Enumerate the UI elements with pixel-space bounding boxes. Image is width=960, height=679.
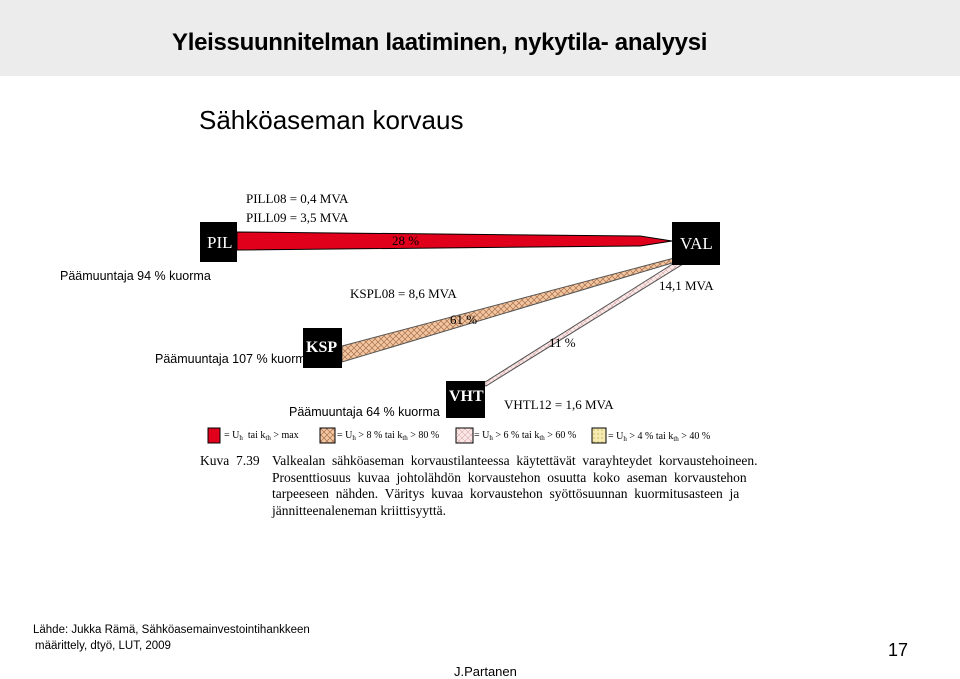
legend-swatch-red bbox=[208, 428, 220, 443]
caption-line-1: Valkealan sähköaseman korvaustilanteessa käytettävät varayhteydet korvaustehoineen. bbox=[272, 453, 758, 468]
source-line-2: määrittely, dtyö, LUT, 2009 bbox=[35, 640, 171, 652]
page-subtitle: Sähköaseman korvaus bbox=[199, 105, 464, 135]
node-pil-label: PIL bbox=[207, 233, 233, 252]
label-ksp-val-pct: 61 % bbox=[450, 312, 478, 327]
page-number: 17 bbox=[888, 640, 909, 660]
legend-swatch-peach bbox=[320, 428, 335, 443]
label-pm-64: Päämuuntaja 64 % kuorma bbox=[289, 405, 440, 419]
legend-swatch-cream bbox=[592, 428, 606, 443]
label-vht-val-pct: 11 % bbox=[549, 335, 576, 350]
caption-line-3: tarpeeseen nähden. Väritys kuvaa korvaustehon syöttösuunnan kuormitusasteen ja bbox=[272, 486, 740, 502]
label-val-mva: 14,1 MVA bbox=[659, 278, 714, 293]
label-pil-val-pct: 28 % bbox=[392, 233, 420, 248]
label-pm-94: Päämuuntaja 94 % kuorma bbox=[60, 269, 211, 283]
page-title: Yleissuunnitelman laatiminen, nykytila- analyysi bbox=[172, 29, 708, 56]
pil-val-arrow bbox=[237, 232, 672, 250]
legend-item-4: = $U_h > 4$ % tai $k_{th} > 40$ % bbox=[608, 431, 711, 443]
label-pill08: PILL08 = 0,4 MVA bbox=[246, 191, 349, 206]
source-line-1: Lähde: Jukka Rämä, Sähköasemainvestointihankkeen bbox=[33, 624, 310, 636]
label-pill09: PILL09 = 3,5 MVA bbox=[246, 210, 349, 225]
legend-item-3: = $U_h > 6$ % tai $k_{th} > 60$ % bbox=[474, 430, 577, 442]
source-citation bbox=[33, 622, 310, 654]
legend-swatch-pink bbox=[456, 428, 473, 443]
ksp-val-band bbox=[342, 257, 678, 362]
node-ksp-label: KSP bbox=[306, 339, 338, 356]
caption-line-2: Prosenttiosuus kuvaa johtolähdön korvaustehon osuutta koko aseman korvaustehon bbox=[272, 469, 747, 485]
node-vht-label: VHT bbox=[449, 388, 484, 405]
label-pm-107: Päämuuntaja 107 % kuorma bbox=[155, 352, 313, 366]
node-val-label: VAL bbox=[680, 234, 713, 253]
legend-item-1: = $U_h$ tai $k_{th} > \max$ bbox=[224, 430, 299, 442]
vht-val-band bbox=[482, 260, 683, 386]
label-kspl08: KSPL08 = 8,6 MVA bbox=[350, 286, 457, 301]
author-name: J.Partanen bbox=[454, 664, 517, 679]
caption-line-4: jännitteenaleneman kriittisyyttä. bbox=[272, 502, 446, 518]
caption-number: Kuva 7.39 bbox=[200, 453, 260, 468]
legend-item-2: = $U_h > 8$ % tai $k_{th} > 80$ % bbox=[337, 430, 440, 442]
caption-text bbox=[272, 453, 764, 519]
label-vhtl12: VHTL12 = 1,6 MVA bbox=[504, 397, 614, 412]
